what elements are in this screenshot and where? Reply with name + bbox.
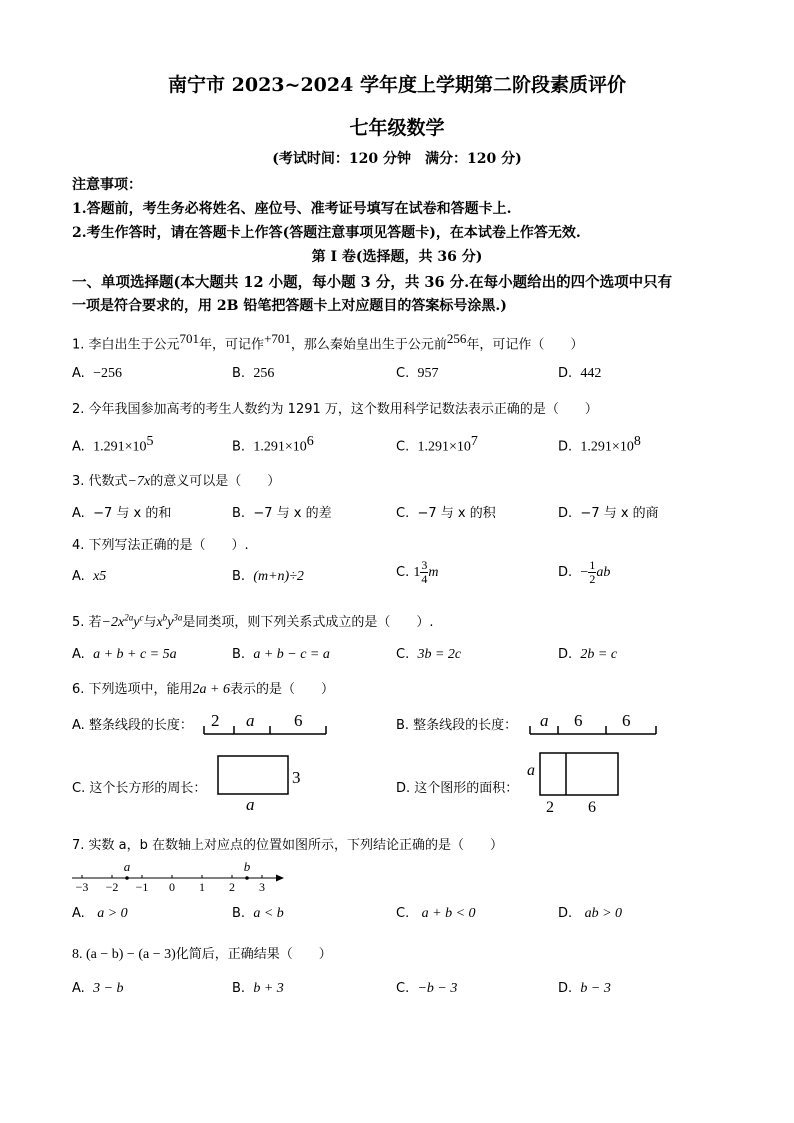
option-label: A. — [72, 647, 85, 662]
q7-option-d[interactable] — [558, 906, 622, 922]
question-1 — [72, 331, 583, 352]
q1-option-d[interactable] — [558, 366, 601, 382]
q6-option-c[interactable] — [72, 777, 206, 796]
fig-label: a — [527, 762, 535, 779]
option-value: −7 与 x 的积 — [417, 506, 496, 521]
q3-option-c[interactable] — [396, 502, 496, 521]
q8-expression: 8. (a − b) − (a − 3) — [72, 947, 176, 962]
point-a — [125, 876, 129, 880]
option-value: −7 与 x 的和 — [93, 506, 172, 521]
seg-label: 6 — [622, 711, 631, 730]
option-label: C. — [396, 565, 410, 580]
option-value: b + 3 — [253, 981, 284, 996]
option-value: x5 — [93, 569, 107, 584]
point-b-label: b — [243, 859, 251, 874]
point-b — [245, 876, 249, 880]
notes-heading: 注意事项： — [72, 177, 142, 193]
axis-tick-label: 3 — [259, 880, 265, 894]
q5-exp: c — [139, 612, 144, 623]
option-value: −7 与 x 的差 — [253, 506, 332, 521]
option-sign: − — [580, 565, 589, 580]
option-value: ab > 0 — [584, 906, 623, 921]
q6-figure-d — [524, 748, 624, 818]
q7-option-c[interactable] — [396, 906, 476, 922]
q1-option-c[interactable] — [396, 366, 438, 382]
option-label: B. 整条线段的长度： — [396, 718, 518, 733]
option-label: A. — [72, 366, 85, 381]
q2-option-a[interactable] — [72, 434, 153, 455]
q5-exp: 2a — [124, 612, 134, 623]
fraction-numerator: 1 — [589, 558, 596, 572]
q1-text-4: 年，可记作（ ） — [466, 337, 584, 353]
q5-term: y — [133, 615, 140, 630]
option-value: 1.291×10 — [417, 439, 471, 455]
option-label: C. — [396, 439, 410, 455]
fraction-denominator: 2 — [589, 572, 596, 586]
seg-label: 2 — [211, 711, 220, 730]
axis-tick-label: 2 — [229, 880, 235, 894]
q7-option-a[interactable] — [72, 906, 128, 922]
q3-option-d[interactable] — [558, 502, 659, 521]
q1-text-2: 年，可记作 — [199, 337, 265, 353]
option-value: 1.291×10 — [93, 439, 147, 455]
fig-label: 2 — [546, 799, 554, 816]
option-value: 2b = c — [580, 647, 618, 662]
q4-option-a[interactable] — [72, 569, 106, 585]
option-label: C. — [396, 647, 410, 662]
q8-text: 化简后，正确结果（ ） — [175, 947, 332, 962]
q5-text-1: 5. 若 — [72, 615, 102, 630]
option-value: a + b + c = 5a — [93, 647, 177, 662]
part1-instructions-1: 一、单项选择题(本大题共 12 小题，每小题 3 分，共 36 分.在每小题给出的四个选项中只有 — [72, 274, 673, 291]
option-value: (m+n)÷2 — [253, 569, 304, 584]
exam-info: (考试时间：120 分钟 满分：120 分) — [272, 151, 522, 167]
seg-label: 6 — [294, 711, 303, 730]
q3-option-a[interactable] — [72, 502, 171, 521]
q6-rectangle-c — [214, 752, 310, 814]
option-value: 256 — [253, 366, 275, 381]
option-label: D. — [558, 906, 573, 921]
axis-tick-label: −1 — [135, 880, 149, 894]
q2-option-d[interactable] — [558, 434, 641, 455]
option-label: B. — [232, 647, 246, 662]
fraction-numerator: 3 — [421, 558, 428, 572]
axis-tick-label: −2 — [105, 880, 119, 894]
q4-option-c[interactable] — [396, 559, 438, 586]
q6-option-b[interactable] — [396, 714, 517, 733]
option-label: D. — [558, 565, 573, 580]
q6-option-d[interactable] — [396, 777, 518, 796]
part1-title: 第 I 卷(选择题，共 36 分) — [311, 249, 483, 265]
option-label: D. — [558, 506, 573, 521]
q3-option-b[interactable] — [232, 502, 332, 521]
option-exponent: 5 — [146, 434, 154, 449]
q7-option-b[interactable] — [232, 906, 284, 922]
rect-label: 3 — [292, 768, 301, 787]
option-value: −b − 3 — [417, 981, 458, 996]
option-value: b − 3 — [580, 981, 611, 996]
option-value: a + b − c = a — [253, 647, 330, 662]
option-value: a > 0 — [97, 906, 128, 921]
q4-option-b[interactable] — [232, 569, 304, 585]
q1-text-1: 1. 李白出生于公元 — [72, 337, 180, 353]
q1-option-b[interactable] — [232, 366, 274, 382]
subject-title: 七年级数学 — [349, 117, 445, 139]
option-label: B. — [232, 366, 246, 381]
option-label: B. — [232, 981, 246, 996]
q3-text-2: 的意义可以是（ ） — [150, 474, 281, 489]
q2-option-c[interactable] — [396, 434, 478, 455]
q2-option-b[interactable] — [232, 434, 314, 455]
q8-option-d[interactable] — [558, 981, 611, 997]
option-label: C. — [396, 366, 410, 381]
option-label: B. — [232, 439, 246, 455]
q3-expression: −7x — [127, 474, 151, 489]
option-label: A. — [72, 439, 85, 455]
mixed-whole: 1 — [413, 565, 421, 580]
q5-option-c[interactable] — [396, 647, 461, 663]
q3-text-1: 3. 代数式 — [72, 474, 128, 489]
seg-label: a — [246, 711, 255, 730]
option-value: 957 — [417, 366, 439, 381]
option-exponent: 8 — [633, 434, 641, 449]
option-label: C. — [396, 906, 410, 921]
q6-segment-b — [526, 706, 660, 742]
option-label: A. 整条线段的长度： — [72, 718, 193, 733]
q5-text-3: 是同类项，则下列关系式成立的是（ ）. — [182, 615, 434, 630]
question-2: 2. 今年我国参加高考的考生人数约为 1291 万，这个数用科学记数法表示正确的是（ ） — [72, 402, 598, 417]
q6-option-a[interactable] — [72, 714, 193, 733]
notes-item-2: 2.考生作答时，请在答题卡上作答(答题注意事项见答题卡)，在本试卷上作答无效. — [72, 225, 581, 241]
question-3 — [72, 470, 280, 490]
option-value: −256 — [93, 366, 122, 381]
option-label: D. — [558, 647, 573, 662]
q1-num-2: +701 — [264, 331, 291, 346]
question-4: 4. 下列写法正确的是（ ）. — [72, 538, 249, 553]
option-value: −7 与 x 的商 — [580, 506, 659, 521]
option-value: 3 − b — [93, 981, 124, 996]
q1-text-3: ，那么秦始皇出生于公元前 — [290, 337, 447, 353]
exam-title: 南宁市 2023~2024 学年度上学期第二阶段素质评价 — [168, 74, 626, 96]
part1-instructions-2: 一项是符合要求的，用 2B 铅笔把答题卡上对应题目的答案标号涂黑.) — [72, 298, 507, 314]
q8-option-c[interactable] — [396, 981, 457, 997]
seg-label: 6 — [574, 711, 583, 730]
q1-option-a[interactable] — [72, 366, 122, 382]
rect-label: a — [246, 795, 255, 814]
q5-text-2: 与 — [143, 615, 157, 630]
axis-tick-label: 0 — [169, 880, 175, 894]
option-value: a < b — [253, 906, 284, 921]
axis-tick-label: −3 — [75, 880, 89, 894]
question-6 — [72, 678, 334, 698]
option-value: 3b = 2c — [417, 647, 462, 662]
q1-num-1: 701 — [179, 331, 200, 346]
option-value: 1.291×10 — [253, 439, 307, 455]
q5-option-b[interactable] — [232, 647, 330, 663]
option-label: B. — [232, 506, 246, 521]
option-label: A. — [72, 506, 85, 521]
q5-term: x — [156, 615, 163, 630]
seg-label: a — [540, 711, 549, 730]
q7-number-line — [68, 858, 290, 894]
option-value: a + b < 0 — [421, 906, 476, 921]
q5-exp: b — [162, 612, 168, 623]
notes-item-1: 1.答题前，考生务必将姓名、座位号、准考证号填写在试卷和答题卡上. — [72, 201, 512, 217]
q5-option-d[interactable] — [558, 647, 617, 663]
fraction-denominator: 4 — [421, 572, 428, 586]
point-a-label: a — [123, 859, 131, 874]
question-8 — [72, 943, 332, 963]
option-label: B. — [232, 906, 246, 921]
option-value: 1.291×10 — [580, 439, 634, 455]
question-7: 7. 实数 a，b 在数轴上对应点的位置如图所示，下列结论正确的是（ ） — [72, 838, 504, 853]
option-label: D. 这个图形的面积： — [396, 781, 519, 796]
option-label: A. — [72, 981, 85, 996]
option-variable: m — [428, 565, 439, 580]
q5-exp: 3a — [173, 612, 183, 623]
fig-label: 6 — [588, 799, 596, 816]
q8-option-a[interactable] — [72, 981, 124, 997]
option-label: A. — [72, 906, 85, 921]
option-label: D. — [558, 439, 573, 455]
option-exponent: 6 — [306, 434, 314, 449]
option-label: B. — [232, 569, 246, 584]
axis-tick-label: 1 — [199, 880, 205, 894]
q5-option-a[interactable] — [72, 647, 177, 663]
option-label: A. — [72, 569, 85, 584]
q1-num-3: 256 — [446, 331, 467, 346]
option-label: C. 这个长方形的周长： — [72, 781, 207, 796]
q6-expression: 2a + 6 — [192, 682, 230, 697]
q5-term: −2x — [101, 615, 125, 630]
q6-text-2: 表示的是（ ） — [230, 682, 335, 697]
q5-term: y — [167, 615, 174, 630]
q4-option-d[interactable] — [558, 559, 610, 586]
option-label: D. — [558, 366, 573, 381]
question-5 — [72, 611, 434, 631]
option-label: C. — [396, 506, 410, 521]
option-value: 442 — [580, 366, 602, 381]
q6-text-1: 6. 下列选项中，能用 — [72, 682, 193, 697]
option-variable: ab — [596, 565, 611, 580]
option-exponent: 7 — [470, 434, 478, 449]
option-label: D. — [558, 981, 573, 996]
q8-option-b[interactable] — [232, 981, 284, 997]
q6-segment-a — [200, 706, 330, 742]
option-label: C. — [396, 981, 410, 996]
